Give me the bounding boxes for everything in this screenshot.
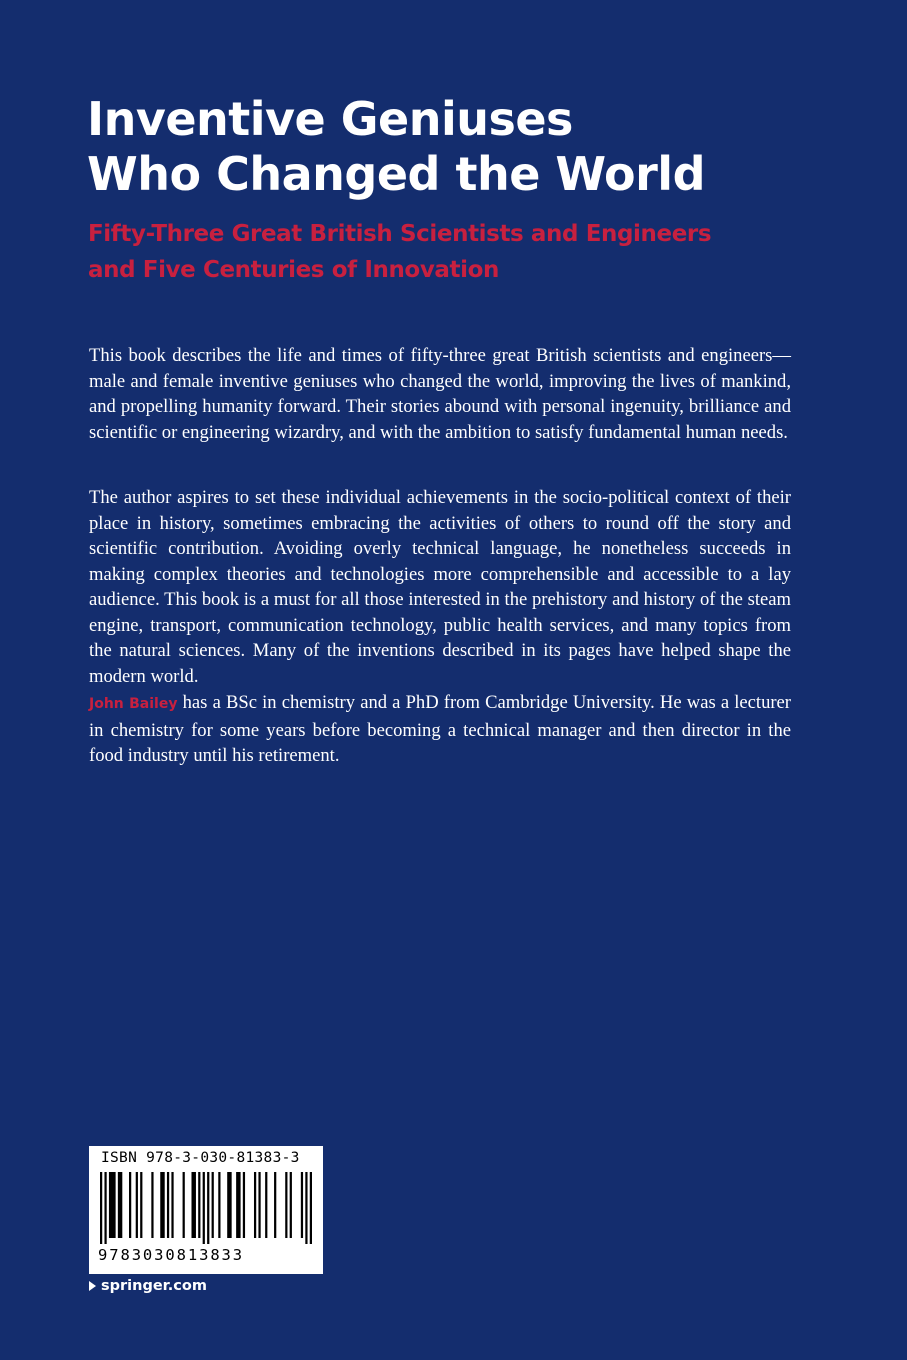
barcode-bar: [207, 1172, 209, 1244]
barcode-bar: [160, 1172, 164, 1238]
publisher-website: springer.com: [101, 1278, 207, 1294]
author-bio-text: has a BSc in chemistry and a PhD from Cambridge University. He was a lecturer in chemistry for some years before becoming a technical manager and then director in the food industry until his retirement.: [89, 692, 792, 766]
barcode-bar: [109, 1172, 116, 1238]
barcode-bar: [140, 1172, 142, 1238]
description-paragraph-1: This book describes the life and times of fifty-three great British scientists and engineers—male and female inventive geniuses who changed the world, improving the lives of mankind, and propelling humanity forward. Their stories abound with personal ingenuity, brilliance and scientific or engineering wizardry, and with the ambition to satisfy fundamental human needs.: [89, 345, 791, 443]
title-line-2: Who Changed the World: [87, 147, 706, 201]
barcode-bar: [118, 1172, 122, 1238]
subtitle-line-1: Fifty-Three Great British Scientists and Engineers: [88, 221, 712, 247]
barcode-bar: [100, 1172, 102, 1244]
barcode-bar: [104, 1172, 106, 1244]
title-line-1: Inventive Geniuses: [87, 92, 573, 146]
barcode-bar: [236, 1172, 240, 1238]
barcode-bar: [310, 1172, 312, 1244]
barcode-bars: [100, 1172, 312, 1244]
barcode-bar: [274, 1172, 276, 1238]
book-title: [87, 92, 847, 202]
barcode-bar: [254, 1172, 256, 1238]
barcode-bar: [265, 1172, 267, 1238]
barcode-bar: [227, 1172, 231, 1238]
publisher-link[interactable]: [89, 1278, 207, 1294]
barcode-bar: [290, 1172, 292, 1238]
author-name: John Bailey: [89, 696, 178, 712]
barcode-bar: [301, 1172, 303, 1238]
subtitle-line-2: and Five Centuries of Innovation: [88, 257, 499, 283]
barcode-bar: [285, 1172, 287, 1238]
barcode-digits: 9783030813833: [98, 1246, 245, 1264]
barcode-bar: [129, 1172, 131, 1238]
barcode-bar: [191, 1172, 195, 1238]
barcode-bar: [305, 1172, 307, 1244]
barcode-bar: [203, 1172, 205, 1244]
barcode-bar: [171, 1172, 173, 1238]
barcode-bar: [258, 1172, 260, 1238]
barcode-bar: [151, 1172, 153, 1238]
barcode-bar: [218, 1172, 220, 1238]
barcode-bar: [198, 1172, 200, 1238]
description-paragraph-2: The author aspires to set these individual achievements in the socio-political context of their place in history, sometimes embracing the activities of others to round off the story and scientific contribution. Avoiding overly technical language, he nonetheless succeeds in making complex theories and technologies more comprehensible and accessible to a lay audience. This book is a must for all those interested in the prehistory and history of the steam engine, transport, communication technology, public health services, and many topics from the natural sciences. Many of the inventions described in its pages have helped shape the modern world.: [89, 487, 791, 687]
barcode-bar: [212, 1172, 214, 1238]
barcode-bar: [243, 1172, 245, 1238]
barcode-bar: [167, 1172, 169, 1238]
isbn-label: ISBN 978-3-030-81383-3: [101, 1150, 300, 1166]
triangle-right-icon: [89, 1281, 96, 1291]
author-bio: [89, 690, 791, 769]
barcode-bar: [136, 1172, 138, 1238]
isbn-barcode: [89, 1146, 323, 1274]
barcode-bar: [183, 1172, 185, 1238]
book-subtitle: [88, 216, 788, 288]
